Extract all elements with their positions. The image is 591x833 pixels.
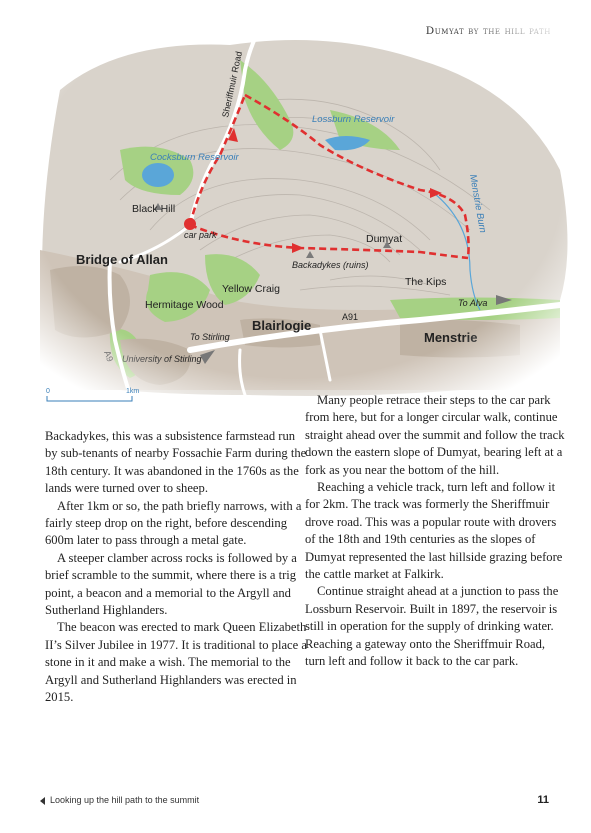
page-number: 11 (537, 794, 549, 806)
scale-start-label: 0 (46, 388, 50, 395)
scale-bar (46, 386, 156, 410)
caption-text: Looking up the hill path to the summit (50, 795, 200, 805)
paragraph: A steeper clamber across rocks is followed by a brief scramble to the summit, where there is a trig point, a beacon and a memorial to the Argyll and Sutherland Highlanders. (45, 550, 297, 618)
paragraph: Reaching a vehicle track, turn left and follow it for 2km. The track was formerly the Sheriffmuir drove road. This was a popular route with drovers of the 18th and 19th centuries as the slopes of Dumyat represented the last hillside grazing before the cattle market at Falkirk. (305, 480, 563, 582)
paragraph: Backadykes, this was a subsistence farmstead run by sub-tenants of nearby Fossachie Farm during the 18th century. It was abandoned in the 1760s as the lands were turned over to sheep. (45, 429, 307, 496)
scale-end-label: 1km (126, 388, 140, 395)
paragraph: The beacon was erected to mark Queen Elizabeth II’s Silver Jubilee in 1977. It is traditional to place a stone in it and make a wish. The memorial to the Argyll and Sutherland Highlanders was erected in 2015. (45, 620, 307, 705)
body-column-right (305, 392, 567, 671)
paragraph: Continue straight ahead at a junction to pass the Lossburn Reservoir. Built in 1897, the reservoir is still in operation for the supply of drinking water. Reaching a gateway onto the Sheriffmuir Road, turn left and follow it back to the car park. (305, 584, 559, 669)
photo-caption (40, 795, 199, 805)
paragraph: Many people retrace their steps to the car park from here, but for a longer circular walk, continue straight ahead over the summit and follow the track down the eastern slope of Dumyat, bearing left at a fork as you near the bottom of the hill. (305, 393, 565, 477)
body-column-left (45, 428, 307, 707)
caret-left-icon (40, 797, 45, 805)
paragraph: After 1km or so, the path briefly narrows, with a fairly steep drop on the right, before descending 600m later to pass through a metal gate. (45, 498, 302, 548)
